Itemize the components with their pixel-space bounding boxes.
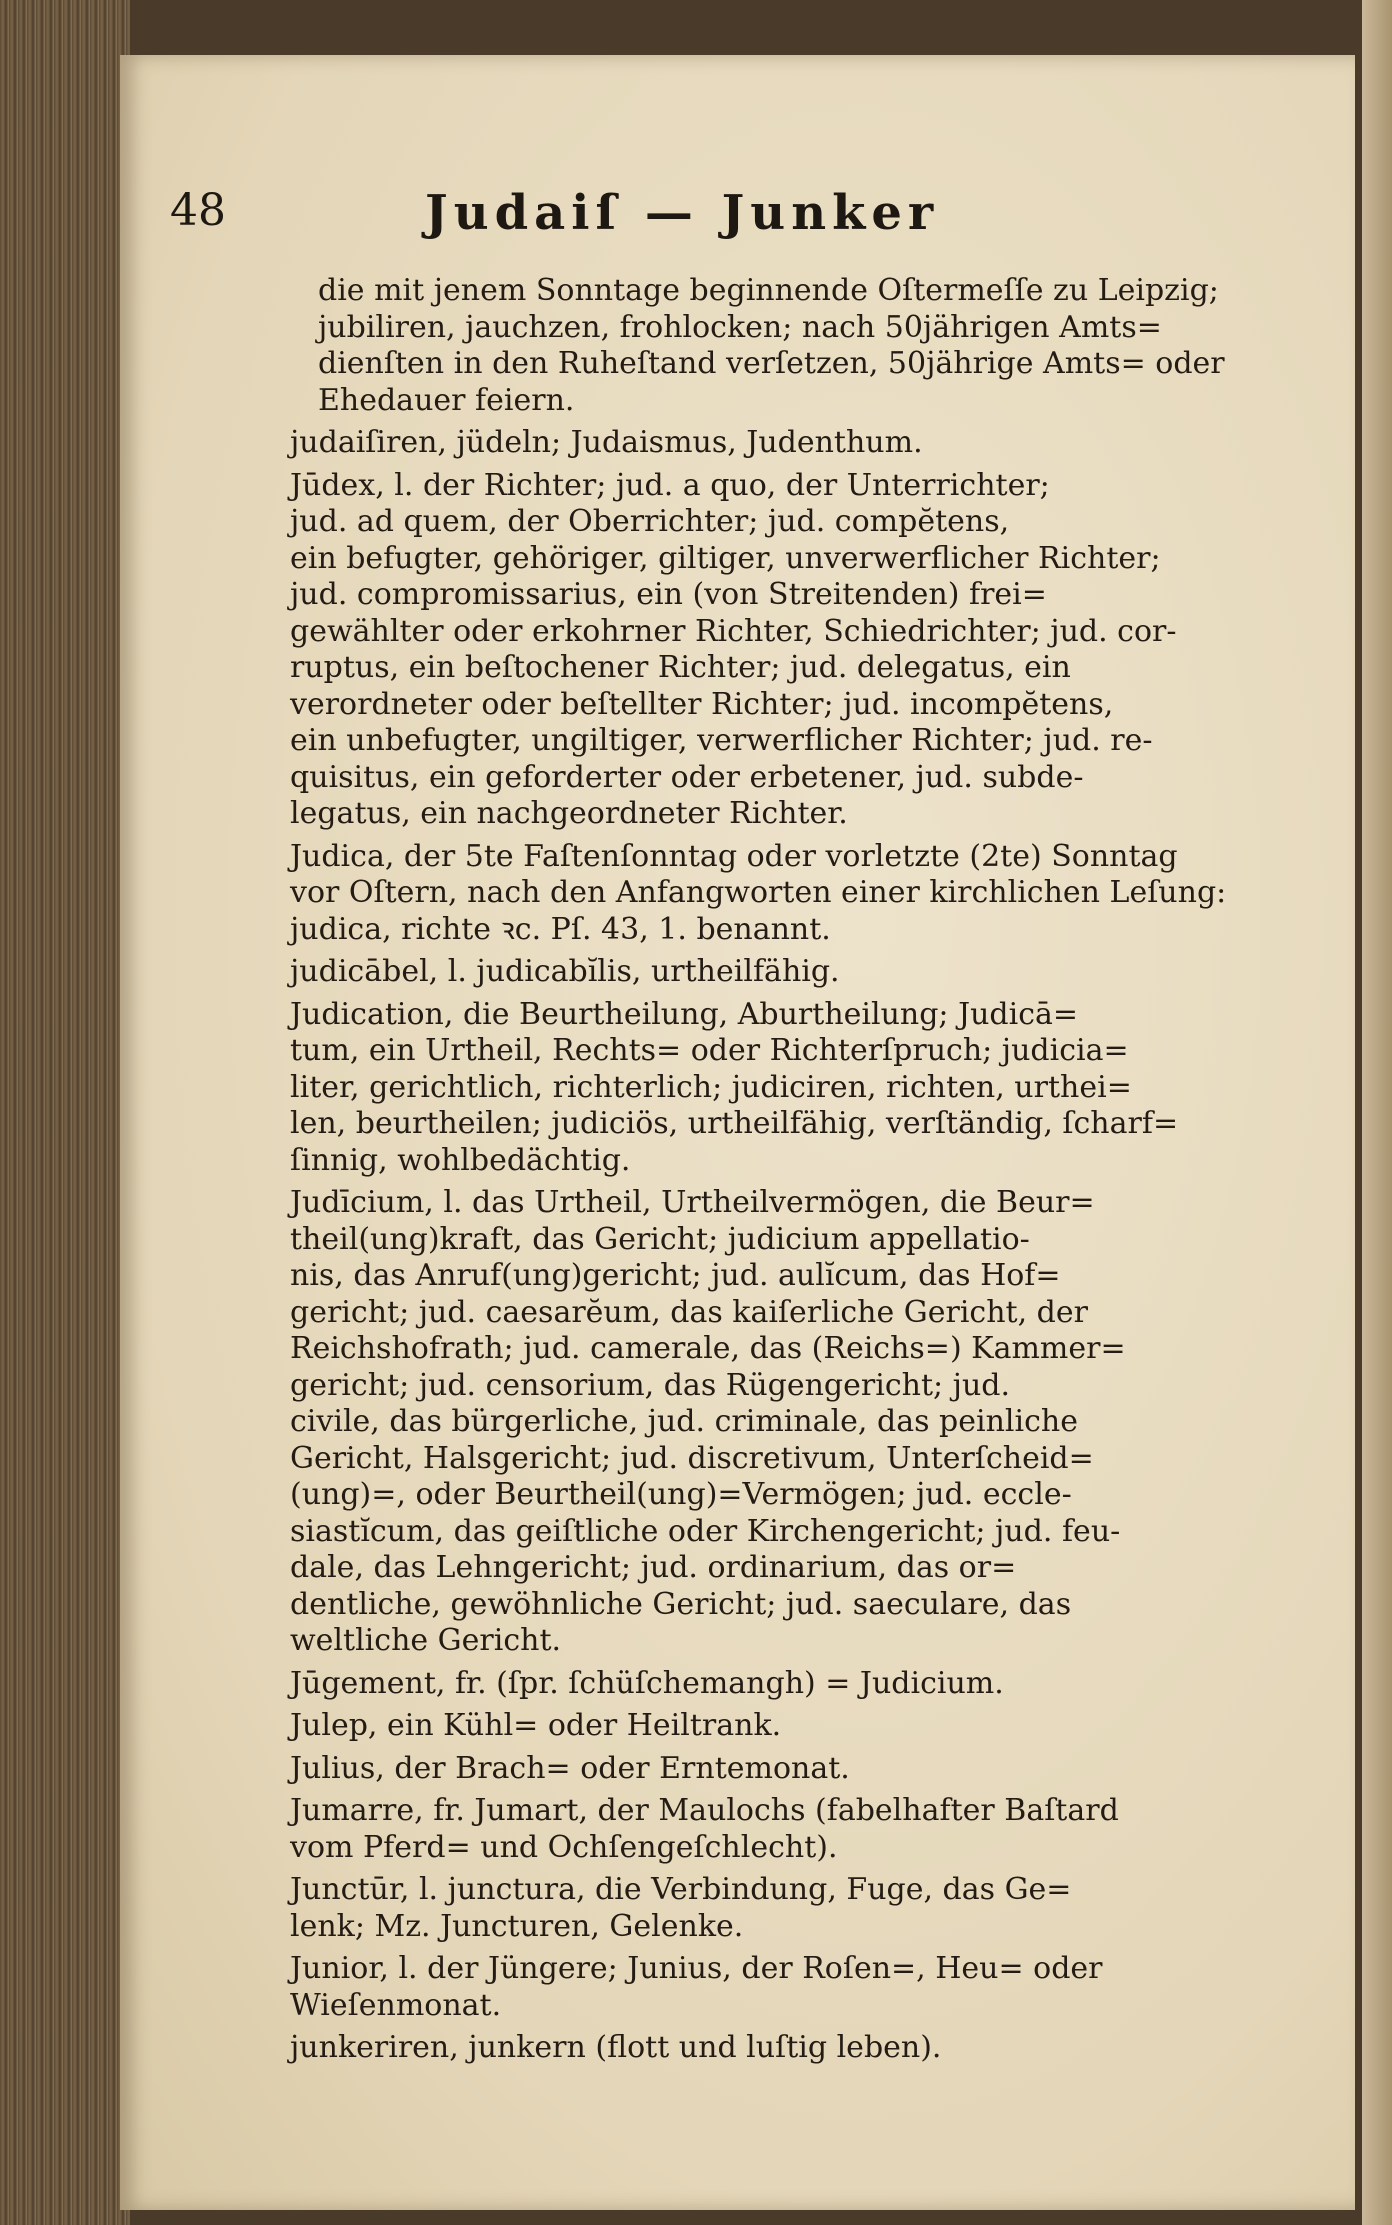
entry-line: judica, richte ꝛc. Pſ. 43, 1. benannt. xyxy=(290,911,831,947)
entry-line: Judication, die Beurtheilung, Aburtheilung; Judicā= xyxy=(290,996,1079,1032)
entry-line: gewählter oder erkohrner Richter, Schiedrichter; jud. cor- xyxy=(290,613,1177,649)
entry-line: Jūgement, fr. (ſpr. ſchüſchemangh) = Judicium. xyxy=(290,1665,1004,1701)
entry-line: tum, ein Urtheil, Rechts= oder Richterſpruch; judicia= xyxy=(290,1033,1129,1068)
page-header xyxy=(170,185,1030,245)
entry-continuation xyxy=(290,273,1270,419)
entry-line: jubiliren, jauchzen, frohlocken; nach 50jährigen Amts= xyxy=(318,309,1162,345)
entry-line: Reichshofrath; jud. camerale, das (Reichs=) Kammer= xyxy=(290,1331,1126,1366)
entry-line: vor Oſtern, nach den Anfangworten einer kirchlichen Leſung: xyxy=(290,875,1227,910)
entry-line: gericht; jud. censorium, das Rügengericht; jud. xyxy=(290,1367,1011,1403)
dictionary-entry xyxy=(290,1751,1270,1788)
dictionary-entry xyxy=(290,2030,1270,2067)
entry-line: Wieſenmonat. xyxy=(290,1987,502,2023)
entry-line: siastĭcum, das geiſtliche oder Kirchengericht; jud. feu- xyxy=(290,1513,1121,1549)
entry-line: jud. ad quem, der Oberrichter; jud. compĕtens, xyxy=(290,504,1010,539)
entry-line: Gericht, Halsgericht; jud. discretivum, Unterſcheid= xyxy=(290,1440,1094,1476)
dictionary-entry xyxy=(290,425,1270,462)
entry-line: quisitus, ein geforderter oder erbetener, jud. subde- xyxy=(290,759,1084,795)
dictionary-entry xyxy=(290,1793,1270,1866)
entry-line: dale, das Lehngericht; jud. ordinarium, das or= xyxy=(290,1550,1017,1585)
dictionary-entry xyxy=(290,1872,1270,1945)
entry-line: civile, das bürgerliche, jud. criminale, das peinliche xyxy=(290,1404,1078,1439)
entry-line: Julius, der Brach= oder Erntemonat. xyxy=(290,1750,850,1786)
entry-line: judaiſiren, jüdeln; Judaismus, Judenthum. xyxy=(290,425,923,460)
dictionary-text xyxy=(290,273,1270,2073)
entry-line: judicābel, l. judicabĭlis, urtheilfähig. xyxy=(290,954,840,989)
entry-line: dienſten in den Ruheſtand verſetzen, 50jährige Amts= oder xyxy=(318,346,1225,381)
entry-line: Jūdex, l. der Richter; jud. a quo, der Unterrichter; xyxy=(290,467,1050,503)
entry-line: Judīcium, l. das Urtheil, Urtheilvermögen, die Beur= xyxy=(290,1185,1095,1220)
dictionary-entry xyxy=(290,1666,1270,1703)
entry-line: legatus, ein nachgeordneter Richter. xyxy=(290,796,848,831)
entry-line: liter, gerichtlich, richterlich; judiciren, richten, urthei= xyxy=(290,1069,1132,1105)
running-head: Judaiſ — Junker xyxy=(425,185,940,241)
entry-line: (ung)=, oder Beurtheil(ung)=Vermögen; jud. eccle- xyxy=(290,1477,1072,1512)
entry-line: ein befugter, gehöriger, giltiger, unverwerflicher Richter; xyxy=(290,540,1161,576)
dictionary-entry xyxy=(290,468,1270,833)
dictionary-entry xyxy=(290,997,1270,1180)
entry-line: Julep, ein Kühl= oder Heiltrank. xyxy=(290,1708,782,1743)
entry-line: nis, das Anruf(ung)gericht; jud. aulĭcum, das Hof= xyxy=(290,1258,1061,1293)
entry-line: ſinnig, wohlbedächtig. xyxy=(290,1142,631,1178)
dictionary-entry xyxy=(290,954,1270,991)
entry-line: ein unbefugter, ungiltiger, verwerflicher Richter; jud. re- xyxy=(290,723,1153,758)
entry-line: junkeriren, junkern (flott und luſtig leben). xyxy=(290,2030,942,2065)
entry-line: jud. compromissarius, ein (von Streitenden) frei= xyxy=(290,577,1047,612)
entry-line: len, beurtheilen; judiciös, urtheilfähig, verſtändig, ſcharf= xyxy=(290,1106,1179,1141)
book-right-edge xyxy=(1362,0,1392,2225)
entry-line: vom Pferd= und Ochſengeſchlecht). xyxy=(290,1829,838,1865)
entry-line: weltliche Gericht. xyxy=(290,1623,562,1658)
dictionary-entry xyxy=(290,1708,1270,1745)
entry-line: Junctūr, l. junctura, die Verbindung, Fuge, das Ge= xyxy=(290,1872,1072,1907)
entry-line: Junior, l. der Jüngere; Junius, der Roſen=, Heu= oder xyxy=(290,1951,1103,1986)
dictionary-entry xyxy=(290,839,1270,949)
entry-line: Judica, der 5te Faſtenſonntag oder vorletzte (2te) Sonntag xyxy=(290,838,1178,874)
entry-line: theil(ung)kraft, das Gericht; judicium appellatio- xyxy=(290,1221,1030,1257)
entry-line: ruptus, ein beſtochener Richter; jud. delegatus, ein xyxy=(290,650,1071,685)
entry-line: die mit jenem Sonntage beginnende Oſtermeſſe zu Leipzig; xyxy=(318,273,1219,308)
entry-line: Jumarre, fr. Jumart, der Maulochs (fabelhafter Baſtard xyxy=(290,1793,1119,1828)
entry-line: Ehedauer feiern. xyxy=(318,382,575,418)
dictionary-entry xyxy=(290,1951,1270,2024)
entry-line: dentliche, gewöhnliche Gericht; jud. saeculare, das xyxy=(290,1586,1072,1622)
book-page-edges xyxy=(0,0,130,2225)
page-number: 48 xyxy=(170,185,226,236)
entry-line: verordneter oder beſtellter Richter; jud. incompĕtens, xyxy=(290,686,1114,722)
dictionary-entry xyxy=(290,1185,1270,1660)
entry-line: gericht; jud. caesarĕum, das kaiſerliche Gericht, der xyxy=(290,1294,1088,1330)
entry-line: lenk; Mz. Juncturen, Gelenke. xyxy=(290,1908,744,1944)
